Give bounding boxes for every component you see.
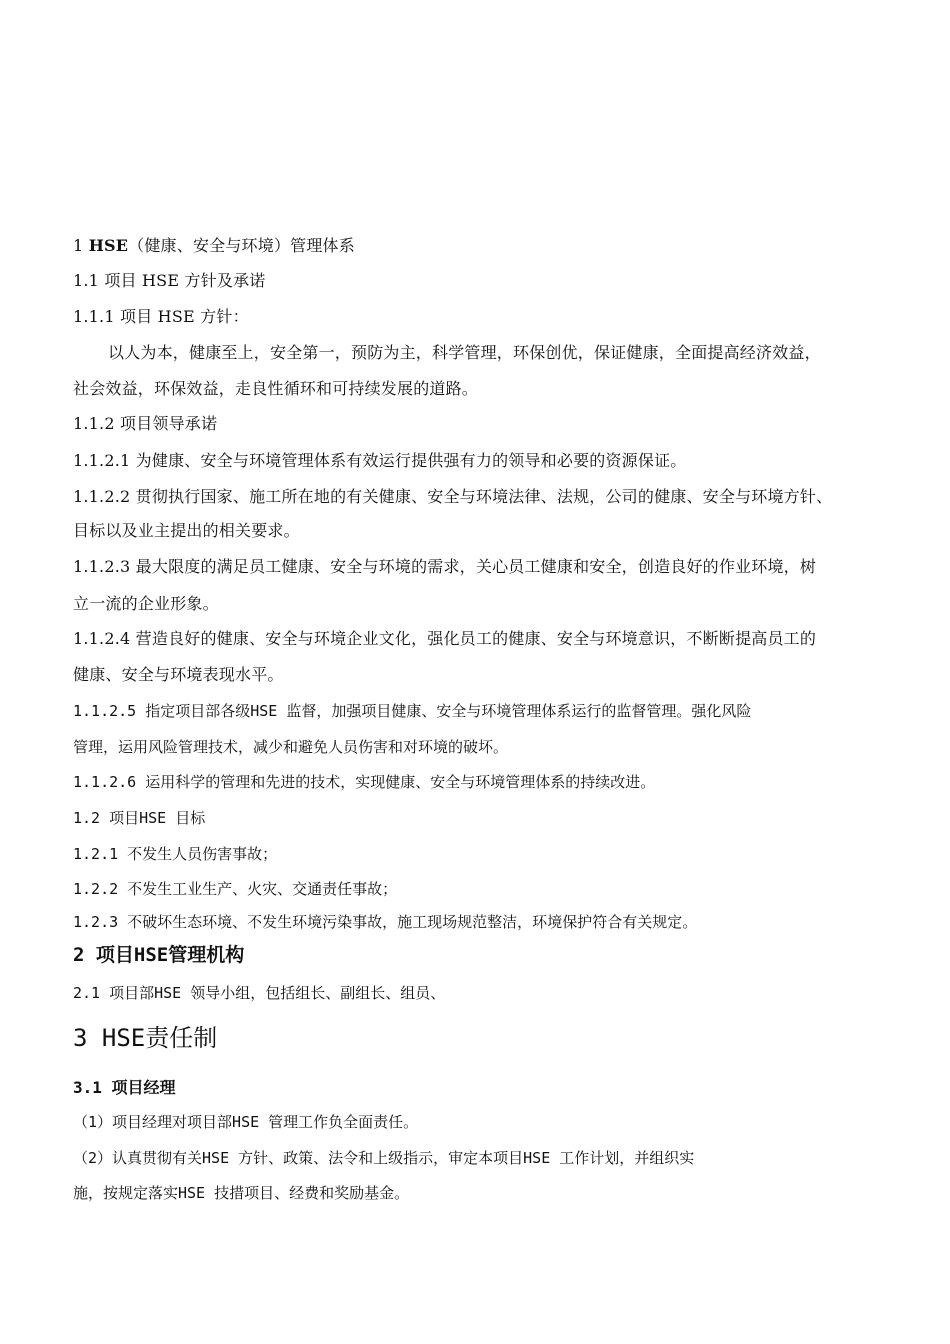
- commitment-2-line-1: 1.1.2.2 贯彻执行国家、施工所在地的有关健康、安全与环境法律、法规，公司的健康、安全与环境方针、: [73, 487, 833, 506]
- responsibility-1: （1）项目经理对项目部HSE 管理工作负全面责任。: [73, 1113, 419, 1131]
- section-3-1-heading: 3.1 项目经理: [73, 1078, 176, 1097]
- section-1-2-heading: 1.2 项目HSE 目标: [73, 809, 206, 827]
- commitment-2-line-2: 目标以及业主提出的相关要求。: [73, 521, 300, 540]
- section-2-heading: 2 项目HSE管理机构: [73, 944, 245, 966]
- commitment-4-line-1: 1.1.2.4 营造良好的健康、安全与环境企业文化，强化员工的健康、安全与环境意识，不断断提高员工的: [73, 629, 817, 648]
- commitment-1: 1.1.2.1 为健康、安全与环境管理体系有效运行提供强有力的领导和必要的资源保证。: [73, 451, 687, 470]
- goal-3: 1.2.3 不破坏生态环境、不发生环境污染事故，施工现场规范整洁，环境保护符合有关规定。: [73, 913, 698, 931]
- section-1-1-1-heading: 1.1.1 项目 HSE 方针：: [73, 307, 249, 326]
- section-1-1-2-heading: 1.1.2 项目领导承诺: [73, 414, 218, 433]
- responsibility-2-line-2: 施，按规定落实HSE 技措项目、经费和奖励基金。: [73, 1184, 410, 1202]
- goal-2: 1.2.2 不发生工业生产、火灾、交通责任事故；: [73, 880, 398, 898]
- commitment-4-line-2: 健康、安全与环境表现水平。: [73, 665, 284, 684]
- hse-bold: HSE: [88, 236, 129, 255]
- section-title: （健康、安全与环境）管理体系: [128, 236, 355, 255]
- section-1-heading: [73, 236, 355, 256]
- commitment-5-line-2: 管理，运用风险管理技术，减少和避免人员伤害和对环境的破坏。: [73, 738, 509, 756]
- commitment-3-line-2: 立一流的企业形象。: [73, 594, 219, 613]
- commitment-5-line-1: 1.1.2.5 指定项目部各级HSE 监督，加强项目健康、安全与环境管理体系运行的监督管理。强化风险: [73, 702, 752, 720]
- section-2-1: 2.1 项目部HSE 领导小组，包括组长、副组长、组员、: [73, 984, 446, 1002]
- policy-text-line-1: 以人为本，健康至上，安全第一，预防为主，科学管理，环保创优，保证健康，全面提高经济效益，: [108, 343, 821, 362]
- goal-1: 1.2.1 不发生人员伤害事故；: [73, 845, 278, 863]
- section-3-heading: 3 HSE责任制: [73, 1024, 218, 1052]
- section-1-1-heading: 1.1 项目 HSE 方针及承诺: [73, 271, 266, 290]
- commitment-6: 1.1.2.6 运用科学的管理和先进的技术，实现健康、安全与环境管理体系的持续改进。: [73, 773, 656, 791]
- responsibility-2-line-1: （2）认真贯彻有关HSE 方针、政策、法令和上级指示，审定本项目HSE 工作计划，并组织实: [73, 1149, 695, 1167]
- policy-text-line-2: 社会效益，环保效益，走良性循环和可持续发展的道路。: [73, 379, 479, 398]
- section-number: 1: [73, 236, 84, 255]
- commitment-3-line-1: 1.1.2.3 最大限度的满足员工健康、安全与环境的需求，关心员工健康和安全，创造良好的作业环境，树: [73, 557, 817, 576]
